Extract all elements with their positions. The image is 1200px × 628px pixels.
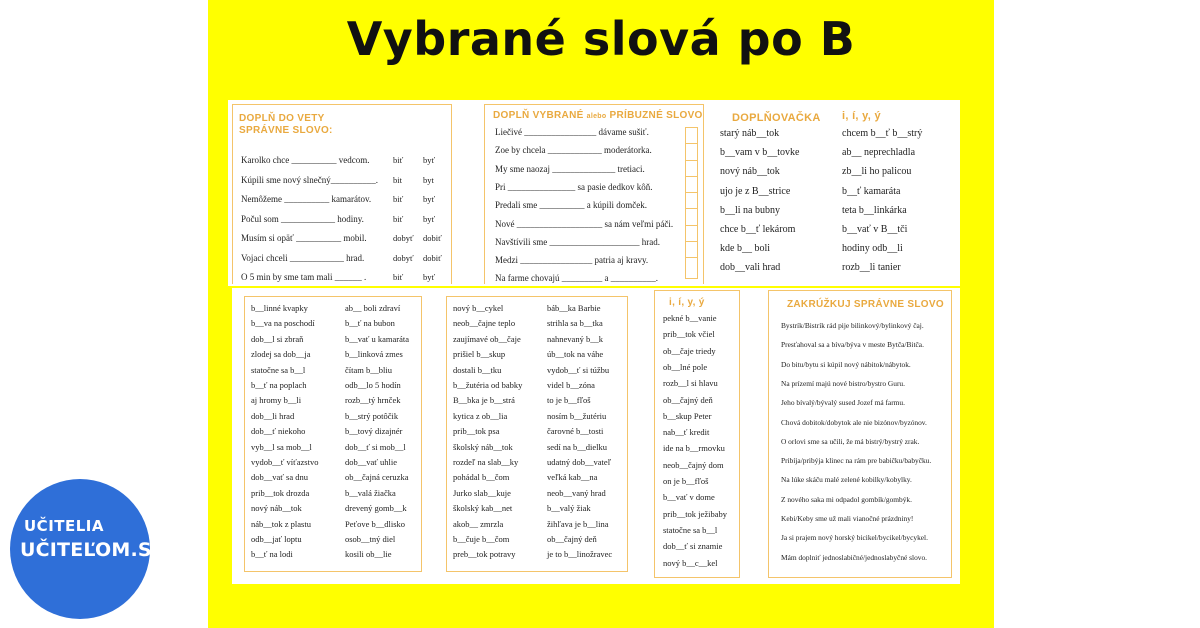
panel-word-list-2 [446,296,628,572]
panel5-col2-item: ob__čajný deň [547,534,597,544]
panel5-col2-item: to je b__fľoš [547,395,591,406]
panel6-item: ob__čajný deň [663,394,713,405]
panel5-col2-item: sedí na b__dielku [547,441,607,452]
panel4-col2-item: Peťove b__dlisko [345,518,406,529]
panel4-col2-item: čítam b__bliu [345,364,392,375]
panel5-col1-item: školský náb__tok [453,441,513,452]
panel3-right-item: zb__li ho palicou [842,166,912,178]
panel1-option-b: byť [423,194,436,204]
panel1-option-b: dobiť [423,233,442,243]
panel6-item: statočne sa b__l [663,524,718,535]
panel1-option-b: byt [423,174,434,185]
panel5-col1-item: prib__tok psa [453,426,500,437]
panel5-col1-item: dostali b__tku [453,364,502,375]
panel1-option-a: biť [393,194,404,204]
panel6-item: nab__ť kredit [663,427,710,438]
panel1-sentence: Vojaci chceli ____________ hrad. [241,252,365,263]
panel7-sentence: Mám doplniť jednoslabičné/jednoslabyčné slovo. [781,552,928,562]
panel5-col2-item: veľká kab__na [547,472,598,483]
panel4-col2-item: b__linková zmes [345,349,403,360]
panel7-sentence: Na lúke skáču malé zelené kobilky/kobylky. [781,475,912,485]
panel5-col1-item: Jurko slab__kuje [453,487,511,498]
panel2-heading-a: DOPLŇ VYBRANÉ [493,110,587,121]
panel1-option-b: dobiť [423,252,442,263]
panel5-col2-item: udatný dob__vateľ [547,457,612,467]
panel5-col2-item: nosím b__žutériu [547,410,607,421]
panel4-col2-item: b__strý potôčik [345,410,399,421]
panel5-col1-item: kytica z ob__lia [453,410,508,421]
panel3-left-item: b__vam v b__tovke [720,147,800,159]
panel3-left-item: starý náb__tok [720,128,780,139]
panel4-col1-item: b__ť na poplach [251,380,307,390]
panel4-col2-item: b__tový dizajnér [345,426,403,437]
panel4-col1-item: prib__tok drozda [251,487,310,498]
panel3-right-item: hodiny odb__li [842,243,903,255]
panel1-option-a: biť [393,272,404,282]
panel7-sentence: Z nového saka mi odpadol gombík/gombýk. [781,494,912,504]
panel4-col2-item: b__vať u kamaráta [345,333,410,344]
panel5-col1-item: školský kab__net [453,503,513,514]
panel2-sentence: Medzi ________________ patria aj kravy. [495,255,649,266]
panel4-col2-item: rozb__tý hrnček [345,395,401,406]
panel1-option-a: biť [393,213,404,224]
panel1-heading-1: DOPLŇ DO VETY [239,113,325,124]
panel1-sentence: Kúpili sme nový slnečný__________. [241,174,378,185]
panel4-col1-item: dob__l si zbraň [251,333,304,344]
panel7-sentence: Do bitu/bytu si kúpil nový nábitok/nábytok. [781,359,911,369]
panel3-heading: DOPLŇOVAČKA [732,112,821,124]
panel5-col2-item: videl b__zóna [547,380,595,390]
panel5-col1-item: rozdeľ na slab__ky [453,457,519,467]
panel3-heading-2: i, í, y, ý [842,110,881,122]
panel4-col1-item: b__va na poschodí [251,318,315,329]
panel3-right-item: chcem b__ť b__strý [842,128,923,139]
panel2-sentence: Zoe by chcela ____________ moderátorka. [495,145,652,156]
answer-boxes [685,127,698,279]
panel2-heading-c: PRÍBUZNÉ SLOVO [606,110,703,121]
panel4-col1-item: dob__ť niekoho [251,426,306,437]
panel5-col1-item: prišiel b__skup [453,349,506,360]
panel-related-words [484,104,704,284]
logo-line-2: UČITEĽOM.SK [20,539,167,561]
panel4-col1-item: b__ť na lodi [251,549,293,560]
panel5-col2-item: úb__tok na váhe [547,349,604,360]
panel-doplnovacka [712,104,956,284]
panel4-col1-item: zlodej sa dob__ja [251,349,311,360]
panel7-sentence: Kebi/Keby sme už mali vianočné prázdniny! [781,514,914,523]
panel4-col1-item: odb__jať loptu [251,534,302,544]
panel4-col2-item: drevený gomb__k [345,503,407,514]
panel2-sentence: My sme naozaj ______________ tretiaci. [495,163,645,174]
panel1-sentence: Karolko chce __________ vedcom. [241,155,370,165]
panel4-col2-item: dob__ť si mob__l [345,441,406,452]
panel4-col2-item: dob__vať uhlie [345,457,398,467]
panel7-sentence: Ja si prajem nový horský bicikel/bycikel/bycykel. [781,533,928,543]
panel2-sentence: Pri _______________ sa pasie dedkov kôň. [495,181,653,192]
panel6-item: neob__čajný dom [663,459,724,470]
panel1-option-b: byť [423,155,436,165]
panel4-col1-item: statočne sa b__l [251,364,306,375]
panel1-option-a: dobyť [393,252,414,263]
panel1-option-a: biť [393,155,404,165]
panel4-col2-item: odb__lo 5 hodín [345,380,401,390]
panel7-sentence: Na prízemí majú nové bistro/bystro Guru. [781,378,905,388]
panel3-right-item: b__ť kamaráta [842,185,901,197]
panel-circle-correct [768,290,952,578]
panel5-col1-item: nový b__cykel [453,303,504,313]
panel6-item: nový b__c__kel [663,557,718,568]
panel7-sentence: Bystrík/Bistrík rád pije bilinkový/bylinkový čaj. [781,321,924,330]
panel6-item: rozb__l si hlavu [663,378,718,389]
panel3-right-item: teta b__linkárka [842,204,907,216]
panel7-sentence: Pribíja/pribýja klinec na rám pre babičku/babyčku. [781,456,932,466]
panel4-col2-item: ob__čajná ceruzka [345,472,409,483]
panel4-col1-item: dob__li hrad [251,410,295,421]
panel7-sentence: Presťahoval sa a bíva/býva v meste Bytča/Bitča. [781,340,924,350]
panel6-item: ob__lné pole [663,361,708,372]
panel5-col2-item: b__valý žiak [547,503,591,514]
panel1-option-b: byť [423,272,436,282]
panel6-item: prib__tok ježibaby [663,508,727,519]
panel6-item: ide na b__rmovku [663,443,725,454]
panel1-option-b: byť [423,213,436,224]
panel5-col2-item: nahnevaný b__k [547,333,603,344]
panel2-heading [493,110,703,121]
panel6-item: b__vať v dome [663,492,715,503]
panel4-col1-item: nový náb__tok [251,503,302,514]
panel6-item: b__skup Peter [663,410,712,421]
panel1-sentence: O 5 min by sme tam mali ______ . [241,272,367,282]
panel2-heading-b: alebo [586,113,607,120]
panel5-col2-item: žihľava je b__lina [547,518,609,529]
panel6-item: ob__čaje triedy [663,345,716,356]
panel2-sentence: Predali sme __________ a kúpili domček. [495,200,647,211]
panel3-left-item: nový náb__tok [720,166,780,178]
panel3-right-item: rozb__li tanier [842,262,901,274]
panel5-col2-item: čarovné b__tosti [547,426,604,437]
panel4-col1-item: vydob__ť víťazstvo [251,457,319,467]
panel6-item: prib__tok včiel [663,329,715,340]
panel5-col1-item: b__čuje b__čom [453,534,510,544]
panel6-item: dob__ť si znamie [663,541,723,552]
panel4-col2-item: ab__ boli zdraví [345,303,401,313]
panel4-col1-item: vyb__l sa mob__l [251,441,312,452]
panel3-left-item: dob__vali hrad [720,262,781,274]
panel2-sentence: Na farme chovajú _________ a __________. [495,273,658,284]
panel7-sentence: Chová dobitok/dobytok ale nie bizónov/byzónov. [781,417,927,427]
logo[interactable] [10,479,167,619]
panel2-sentence: Nové ___________________ sa nám veľmi páči. [495,218,674,229]
panel5-col1-item: zaujímavé ob__čaje [453,333,521,344]
panel3-right-item: ab__ neprechladla [842,147,916,159]
panel5-col2-item: strihla sa b__tka [547,318,603,329]
panel3-left-item: b__li na bubny [720,204,780,216]
panel6-heading: i, í, y, ý [669,297,705,308]
panel4-col2-item: kosili ob__lie [345,549,392,560]
panel4-col1-item: náb__tok z plastu [251,518,311,529]
panel1-sentence: Nemôžeme __________ kamarátov. [241,194,372,204]
panel5-col1-item: akob__ zmrzla [453,518,504,529]
panel7-sentence: Jeho bívalý/bývalý sused Jozef má farmu. [781,398,905,408]
panel5-col2-item: báb__ka Barbie [547,303,601,313]
panel4-col1-item: dob__vať sa dnu [251,472,308,483]
panel3-left-item: kde b__ boli [720,243,770,255]
panel4-col1-item: b__linné kvapky [251,303,308,313]
panel4-col2-item: osob__tný diel [345,534,396,544]
panel3-right-item: b__vať v B__tči [842,224,908,235]
panel-fill-sentence [232,104,452,284]
panel4-col2-item: b__valá žiačka [345,487,396,498]
panel5-col1-item: B__bka je b__strá [453,395,515,406]
panel1-sentence: Počul som ____________ hodiny. [241,213,364,224]
panel1-sentence: Musím si opäť __________ mobil. [241,233,367,243]
panel7-sentence: O orlovi sme sa učili, že má bistrý/bystrý zrak. [781,436,920,446]
panel5-col1-item: b__žutéria od babky [453,380,523,390]
panel2-sentence: Navštívili sme ____________________ hrad. [495,236,660,247]
panel1-heading-2: SPRÁVNE SLOVO: [239,125,333,136]
panel5-col2-item: neob__vaný hrad [547,487,606,498]
panel3-left-item: ujo je z B__strice [720,185,791,197]
page-title: Vybrané slová po B [346,12,856,66]
panel4-col2-item: b__ť na bubon [345,318,395,329]
panel4-col1-item: aj hromy b__li [251,395,302,406]
panel-word-list-1 [244,296,422,572]
panel-word-list-3 [654,290,740,578]
panel1-option-a: bit [393,174,402,185]
panel7-heading: ZAKRÚŽKUJ SPRÁVNE SLOVO [787,299,944,310]
logo-line-1: UČITELIA [24,517,104,535]
panel2-sentence: Liečivé ________________ dávame sušiť. [495,127,649,137]
panel3-left-item: chce b__ť lekárom [720,224,796,235]
panel5-col2-item: je to b__linožravec [547,549,613,560]
panel5-col1-item: neob__čajne teplo [453,318,516,329]
panel5-col2-item: vydob__ť si túžbu [547,364,610,375]
panel6-item: pekné b__vanie [663,313,717,323]
panel5-col1-item: pohádal b__čom [453,472,510,483]
panel6-item: on je b__fľoš [663,476,709,486]
panel5-col1-item: preb__tok potravy [453,549,516,560]
panel1-option-a: dobyť [393,233,414,243]
